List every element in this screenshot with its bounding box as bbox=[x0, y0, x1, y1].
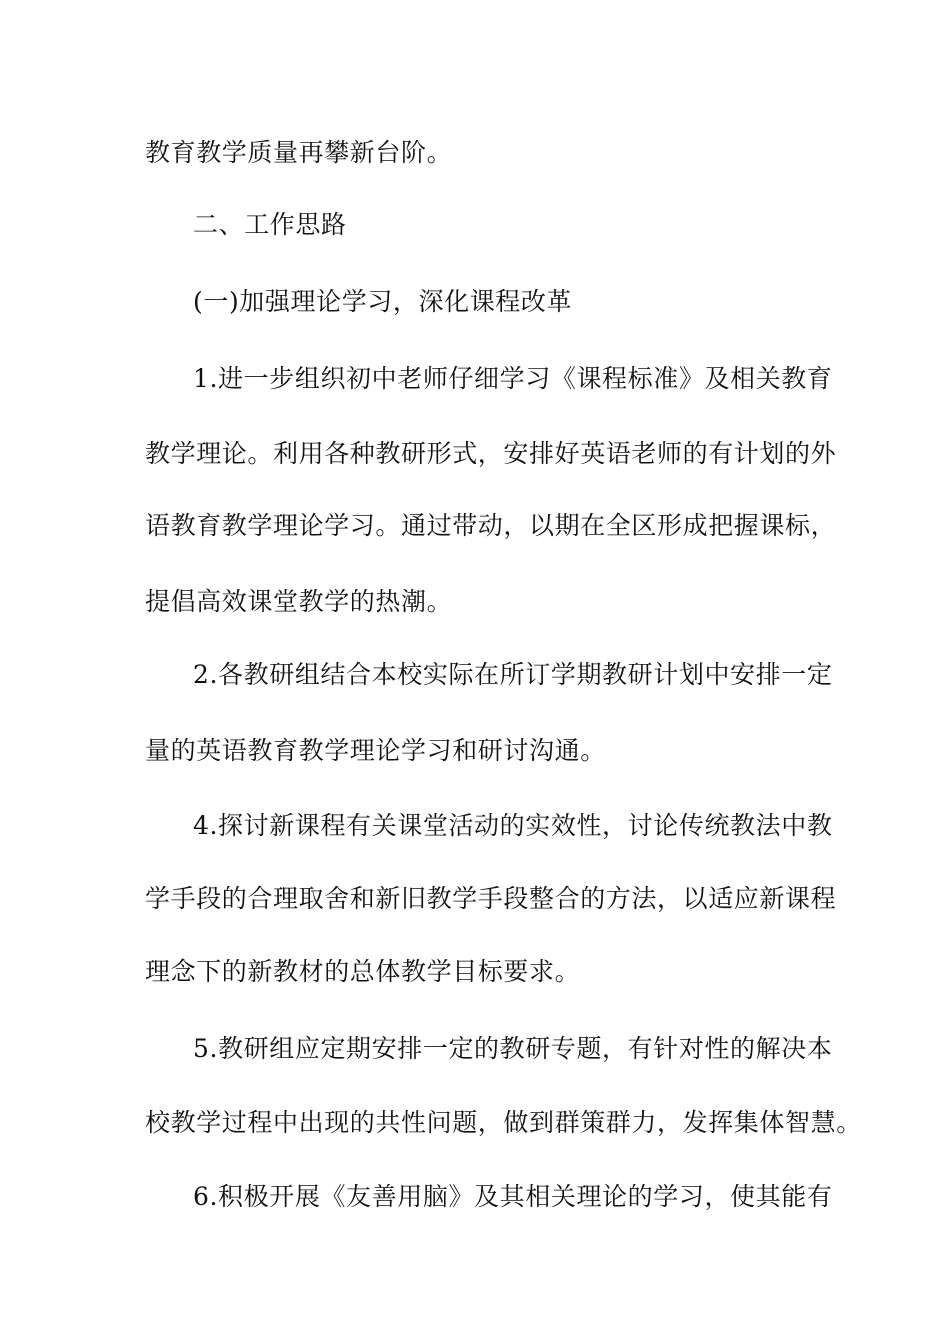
paragraph-line: 语教育教学理论学习。通过带动，以期在全区形成把握课标， bbox=[145, 511, 837, 540]
paragraph-line: 理念下的新教材的总体教学目标要求。 bbox=[145, 957, 581, 986]
paragraph-line: 教学理论。利用各种教研形式，安排好英语老师的有计划的外 bbox=[145, 439, 837, 468]
paragraph-line: 1.进一步组织初中老师仔细学习《课程标准》及相关教育 bbox=[193, 364, 833, 393]
section-heading: 二、工作思路 bbox=[193, 210, 347, 239]
paragraph-line: 校教学过程中出现的共性问题，做到群策群力，发挥集体智慧。 bbox=[145, 1108, 862, 1137]
subsection-heading: (一)加强理论学习，深化课程改革 bbox=[193, 287, 573, 316]
paragraph-line: 5.教研组应定期安排一定的教研专题，有针对性的解决本 bbox=[193, 1034, 833, 1063]
paragraph-line: 2.各教研组结合本校实际在所订学期教研计划中安排一定 bbox=[193, 660, 833, 689]
paragraph-line: 6.积极开展《友善用脑》及其相关理论的学习，使其能有 bbox=[193, 1182, 833, 1211]
paragraph-line: 提倡高效课堂教学的热潮。 bbox=[145, 587, 453, 616]
paragraph-line: 4.探讨新课程有关课堂活动的实效性，讨论传统教法中教 bbox=[193, 811, 833, 840]
paragraph-line: 量的英语教育教学理论学习和研讨沟通。 bbox=[145, 736, 606, 765]
paragraph-line: 教育教学质量再攀新台阶。 bbox=[145, 138, 453, 167]
paragraph-line: 学手段的合理取舍和新旧教学手段整合的方法，以适应新课程 bbox=[145, 884, 837, 913]
